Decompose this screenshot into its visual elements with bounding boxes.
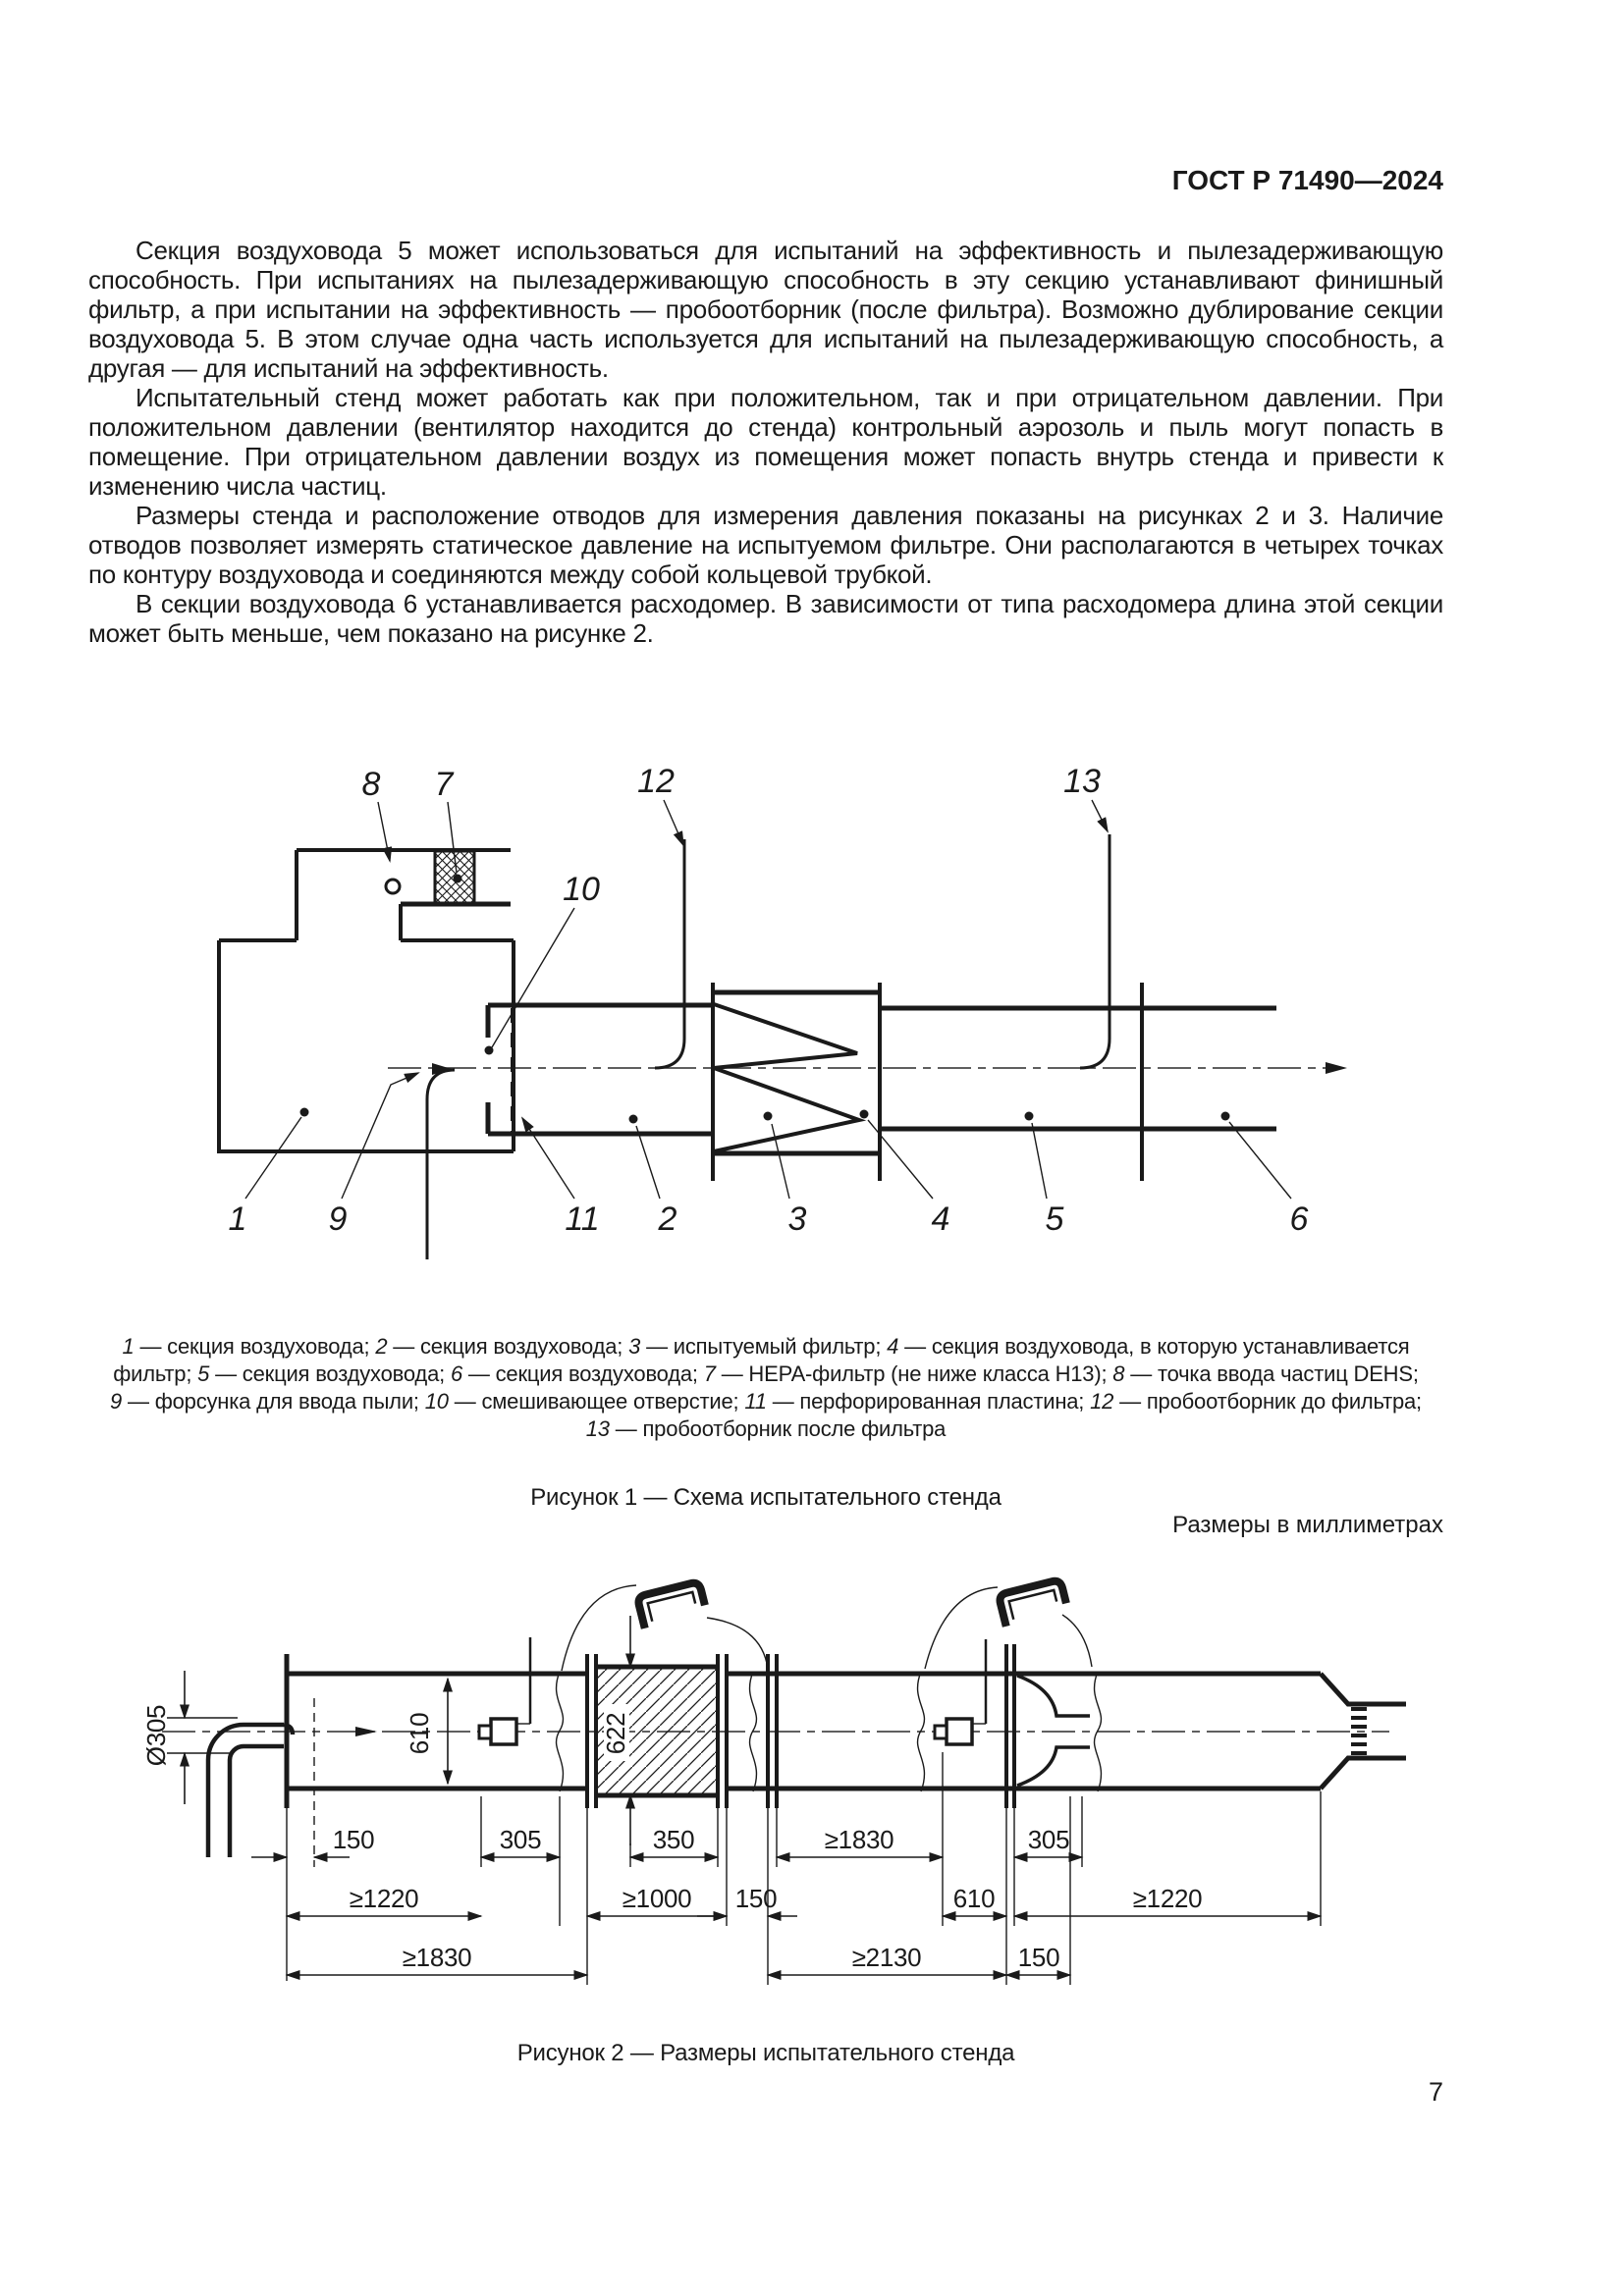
fig2-flange-pair-nozzle — [1006, 1644, 1014, 1808]
svg-text:≥1830: ≥1830 — [824, 1825, 894, 1854]
svg-text:≥1220: ≥1220 — [349, 1884, 419, 1913]
paragraph-4: В секции воздуховода 6 устанавливается расходомер. В зависимости от типа расходомера длина этой секции может быть меньше, чем показано на рисунке 2. — [88, 589, 1443, 648]
svg-text:305: 305 — [1027, 1825, 1070, 1854]
svg-text:610: 610 — [952, 1884, 996, 1913]
fig1-label-2: 2 — [658, 1201, 677, 1238]
fig1-label-6: 6 — [1289, 1201, 1309, 1238]
fig2-pressure-tap-2 — [935, 1639, 986, 1744]
svg-text:≥1000: ≥1000 — [622, 1884, 692, 1913]
fig2-flow-nozzle — [1017, 1676, 1090, 1786]
fig1-dust-nozzle — [427, 1063, 455, 1259]
fig1-duct-section5-6 — [880, 834, 1276, 1181]
fig2-dim-row2 — [287, 1884, 1321, 1916]
figure2-dimensions — [69, 1561, 1542, 2022]
paragraph-3: Размеры стенда и расположение отводов для измерения давления показаны на рисунках 2 и 3. Наличие отводов позволяет измерять статическое давление на испытуемом фильтре. Они располагаются в четырех точках по контуру воздуховода и соединяются между собой кольцевой трубкой. — [88, 501, 1443, 589]
fig2-dim-622 — [601, 1616, 630, 1845]
fig1-label-11: 11 — [565, 1201, 600, 1238]
fig1-label-7: 7 — [434, 766, 454, 803]
fig1-label-9: 9 — [328, 1201, 348, 1238]
units-note: Размеры в миллиметрах — [1172, 1512, 1443, 1538]
fig2-inlet-pipe — [208, 1725, 293, 1857]
body-text — [88, 236, 1443, 648]
fig1-centerline — [388, 1062, 1347, 1074]
fig2-dim-row1 — [251, 1825, 1082, 1857]
fig1-filter-section — [713, 983, 880, 1181]
fig1-duct-section2 — [485, 1005, 714, 1134]
svg-text:350: 350 — [652, 1825, 695, 1854]
fig1-label-12: 12 — [637, 763, 675, 800]
fig1-label-5: 5 — [1045, 1201, 1064, 1238]
fig1-legend: 1 — секция воздуховода; 2 — секция воздуховода; 3 — испытуемый фильтр; 4 — секция воздуховода, в которую устанавливается фильтр; 5 — секция воздуховода; 6 — секция воздуховода; 7 — НЕРА-фильтр (не ниже класса Н13); 8 — точка ввода частиц DEHS; 9 — форсунка для ввода пыли; 10 — смешивающее отверстие; 11 — перфорированная пластина; 12 — пробоотборник до фильтра; 13 — пробоотборник после фильтра — [110, 1334, 1422, 1441]
fig1-probe-downstream — [1080, 834, 1110, 1068]
svg-text:≥1220: ≥1220 — [1132, 1884, 1203, 1913]
fig2-caption: Рисунок 2 — Размеры испытательного стенда — [516, 2040, 1015, 2066]
svg-text:305: 305 — [499, 1825, 542, 1854]
paragraph-1: Секция воздуховода 5 может использоваться для испытаний на эффективность и пылезадерживающую способность. При испытаниях на пылезадерживающую способность в эту секцию устанавливают финишный фильтр, а при испытании на эффективность — пробоотборник (после фильтра). Возможно дублирование секции воздуховода 5. В этом случае одна часть используется для испытаний на пылезадерживающую способность, а другая — для испытаний на эффективность. — [88, 236, 1443, 383]
fig1-probe-upstream — [655, 839, 684, 1068]
fig1-label-1: 1 — [228, 1201, 247, 1238]
svg-text:150: 150 — [1017, 1943, 1060, 1972]
svg-text:610: 610 — [405, 1712, 434, 1755]
fig1-label-3: 3 — [787, 1201, 807, 1238]
paragraph-2: Испытательный стенд может работать как при положительном, так и при отрицательном давлении. При положительном давлении (вентилятор находится до стенда) контрольный аэрозоль и пыль могут попасть в помещение. При отрицательном давлении воздух из помещения может попасть внутрь стенда и привести к изменению числа частиц. — [88, 383, 1443, 501]
figure1-schematic — [137, 741, 1571, 1271]
fig1-fan-section — [219, 850, 514, 1151]
svg-text:≥1830: ≥1830 — [402, 1943, 472, 1972]
page-number: 7 — [1428, 2077, 1443, 2107]
fig2-dim-row3 — [287, 1943, 1070, 1975]
fig1-caption: Рисунок 1 — Схема испытательного стенда — [530, 1484, 1001, 1511]
svg-text:150: 150 — [332, 1825, 375, 1854]
fig1-label-4: 4 — [931, 1201, 950, 1238]
fig1-label-13: 13 — [1063, 763, 1101, 800]
fig1-part-labels — [229, 763, 1309, 1238]
page-title: ГОСТ Р 71490—2024 — [1171, 165, 1443, 195]
fig2-dim-dia305 — [141, 1671, 238, 1804]
svg-text:≥2130: ≥2130 — [851, 1943, 922, 1972]
fig1-label-10: 10 — [563, 871, 600, 908]
dehs-inlet-point — [386, 880, 400, 893]
svg-text:622: 622 — [601, 1712, 630, 1755]
svg-text:150: 150 — [734, 1884, 778, 1913]
svg-text:Ø305: Ø305 — [141, 1704, 171, 1767]
test-filter-zigzag — [714, 1004, 859, 1151]
fig2-pressure-tap-1 — [479, 1637, 530, 1744]
fig1-label-8: 8 — [361, 766, 381, 803]
fig2-probe-ghost-1 — [562, 1581, 768, 1671]
